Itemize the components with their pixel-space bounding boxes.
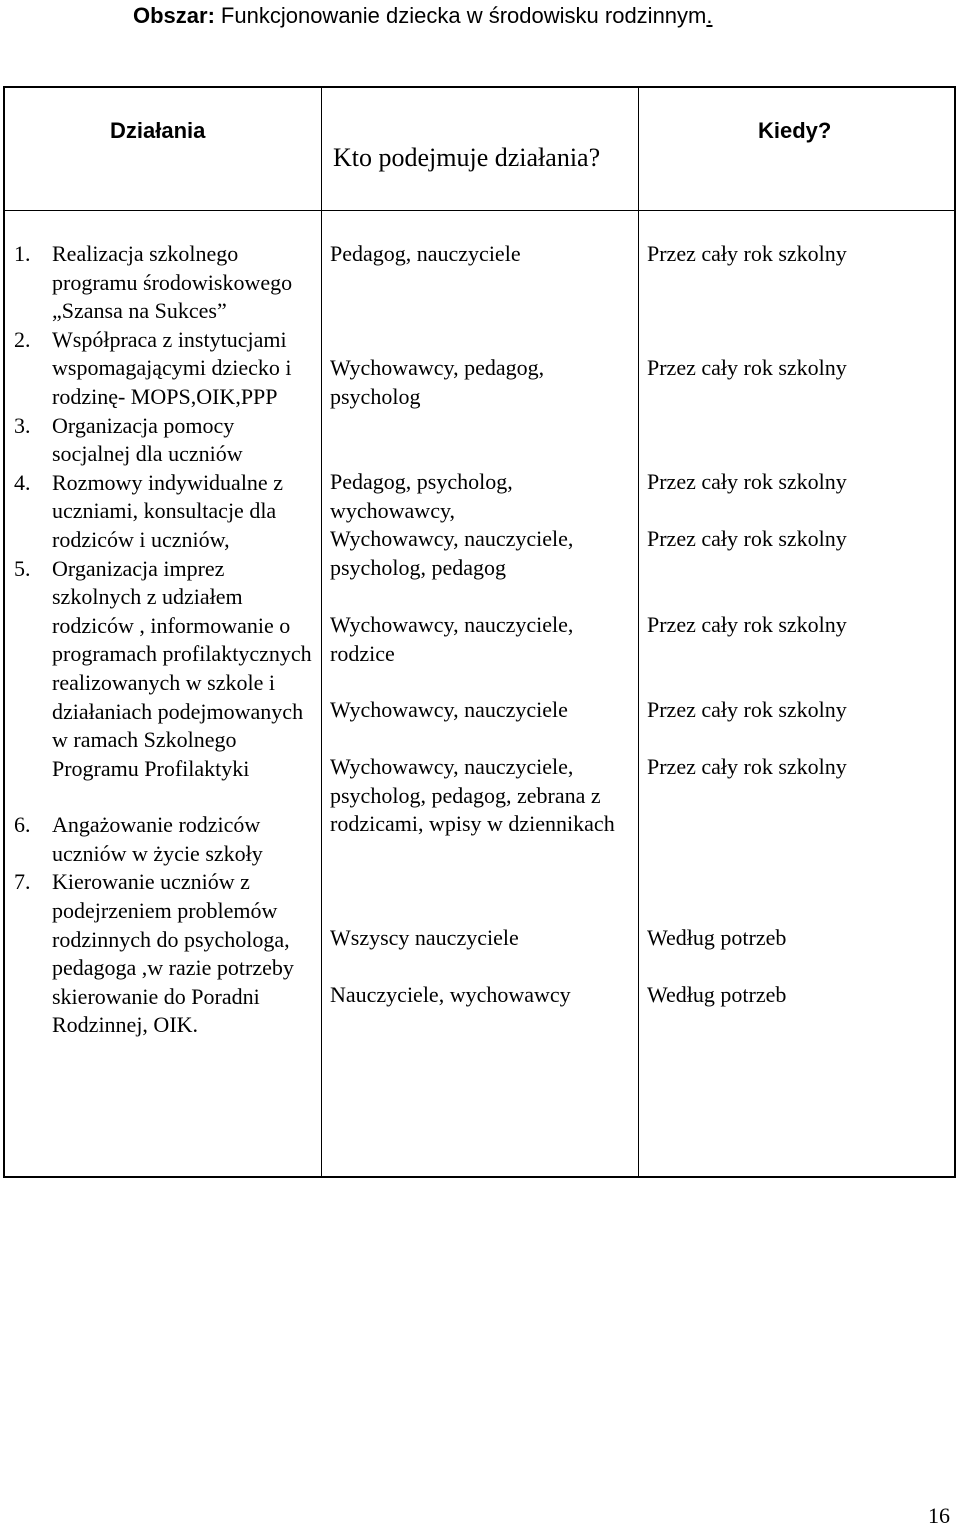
heading-label: Obszar:	[133, 3, 215, 28]
item-text: Współpraca z instytucjami wspomagającymi dziecko i rodzinę- MOPS,OIK,PPP	[52, 326, 292, 409]
who-cell: Wychowawcy, nauczyciele, psycholog, pedagog, zebrana z rodzicami, wpisy w dziennikach	[330, 754, 615, 837]
item-number: 6.	[14, 812, 31, 838]
item-number: 2.	[14, 326, 31, 352]
section-heading	[133, 1, 713, 31]
action-item	[14, 412, 314, 469]
when-cell: Według potrzeb	[647, 925, 787, 950]
who-cell: Pedagog, psycholog, wychowawcy,	[330, 469, 513, 523]
action-item	[14, 326, 314, 412]
when-cell: Przez cały rok szkolny	[647, 469, 847, 494]
who-cell: Wychowawcy, nauczyciele, psycholog, pedagog	[330, 526, 574, 580]
when-cell: Przez cały rok szkolny	[647, 612, 847, 637]
column-divider	[638, 88, 639, 1176]
action-item	[14, 240, 314, 326]
heading-end: .	[706, 3, 713, 28]
who-cell: Wychowawcy, nauczyciele, rodzice	[330, 612, 574, 666]
item-number: 4.	[14, 469, 31, 495]
page-number: 16	[928, 1503, 950, 1528]
action-item	[14, 868, 314, 1040]
column-divider	[321, 88, 322, 1176]
who-cell: Wszyscy nauczyciele	[330, 925, 519, 950]
header-actions: Działania	[110, 118, 206, 143]
who-cell: Wychowawcy, pedagog, psycholog	[330, 355, 545, 409]
item-number: 5.	[14, 555, 31, 581]
who-cell: Nauczyciele, wychowawcy	[330, 982, 571, 1007]
item-text: Realizacja szkolnego programu środowiskowego „Szansa na Sukces”	[52, 241, 293, 324]
plan-table	[3, 86, 956, 1178]
item-text: Organizacja pomocy socjalnej dla uczniów	[52, 412, 243, 467]
header-divider	[5, 210, 954, 211]
actions-column	[14, 240, 314, 1040]
heading-title: Funkcjonowanie dziecka w środowisku rodzinnym	[220, 3, 707, 28]
when-cell: Przez cały rok szkolny	[647, 754, 847, 779]
action-item	[14, 555, 314, 784]
when-cell: Przez cały rok szkolny	[647, 526, 847, 551]
item-number: 3.	[14, 412, 31, 438]
when-cell: Przez cały rok szkolny	[647, 241, 847, 266]
header-when: Kiedy?	[758, 118, 832, 143]
header-who: Kto podejmuje działania?	[333, 143, 601, 172]
item-text: Rozmowy indywidualne z uczniami, konsultacje dla rodziców i uczniów,	[52, 469, 283, 552]
item-text: Angażowanie rodziców uczniów w życie szkoły	[52, 812, 263, 866]
who-cell: Pedagog, nauczyciele	[330, 241, 521, 266]
when-cell: Według potrzeb	[647, 982, 787, 1007]
action-item	[14, 469, 314, 555]
item-text: Organizacja imprez szkolnych z udziałem rodziców , informowanie o programach profilaktycznych realizowanych w szkole i działaniach podejmowanych w ramach Szkolnego Programu Profilaktyki	[52, 555, 312, 781]
item-number: 7.	[14, 869, 31, 895]
item-number: 1.	[14, 241, 31, 266]
action-item	[14, 811, 314, 868]
when-cell: Przez cały rok szkolny	[647, 697, 847, 722]
item-text: Kierowanie uczniów z podejrzeniem problemów rodzinnych do psychologa, pedagoga ,w razie potrzeby skierowanie do Poradni Rodzinnej, OIK.	[52, 869, 294, 1038]
when-cell: Przez cały rok szkolny	[647, 355, 847, 380]
who-cell: Wychowawcy, nauczyciele	[330, 697, 568, 722]
